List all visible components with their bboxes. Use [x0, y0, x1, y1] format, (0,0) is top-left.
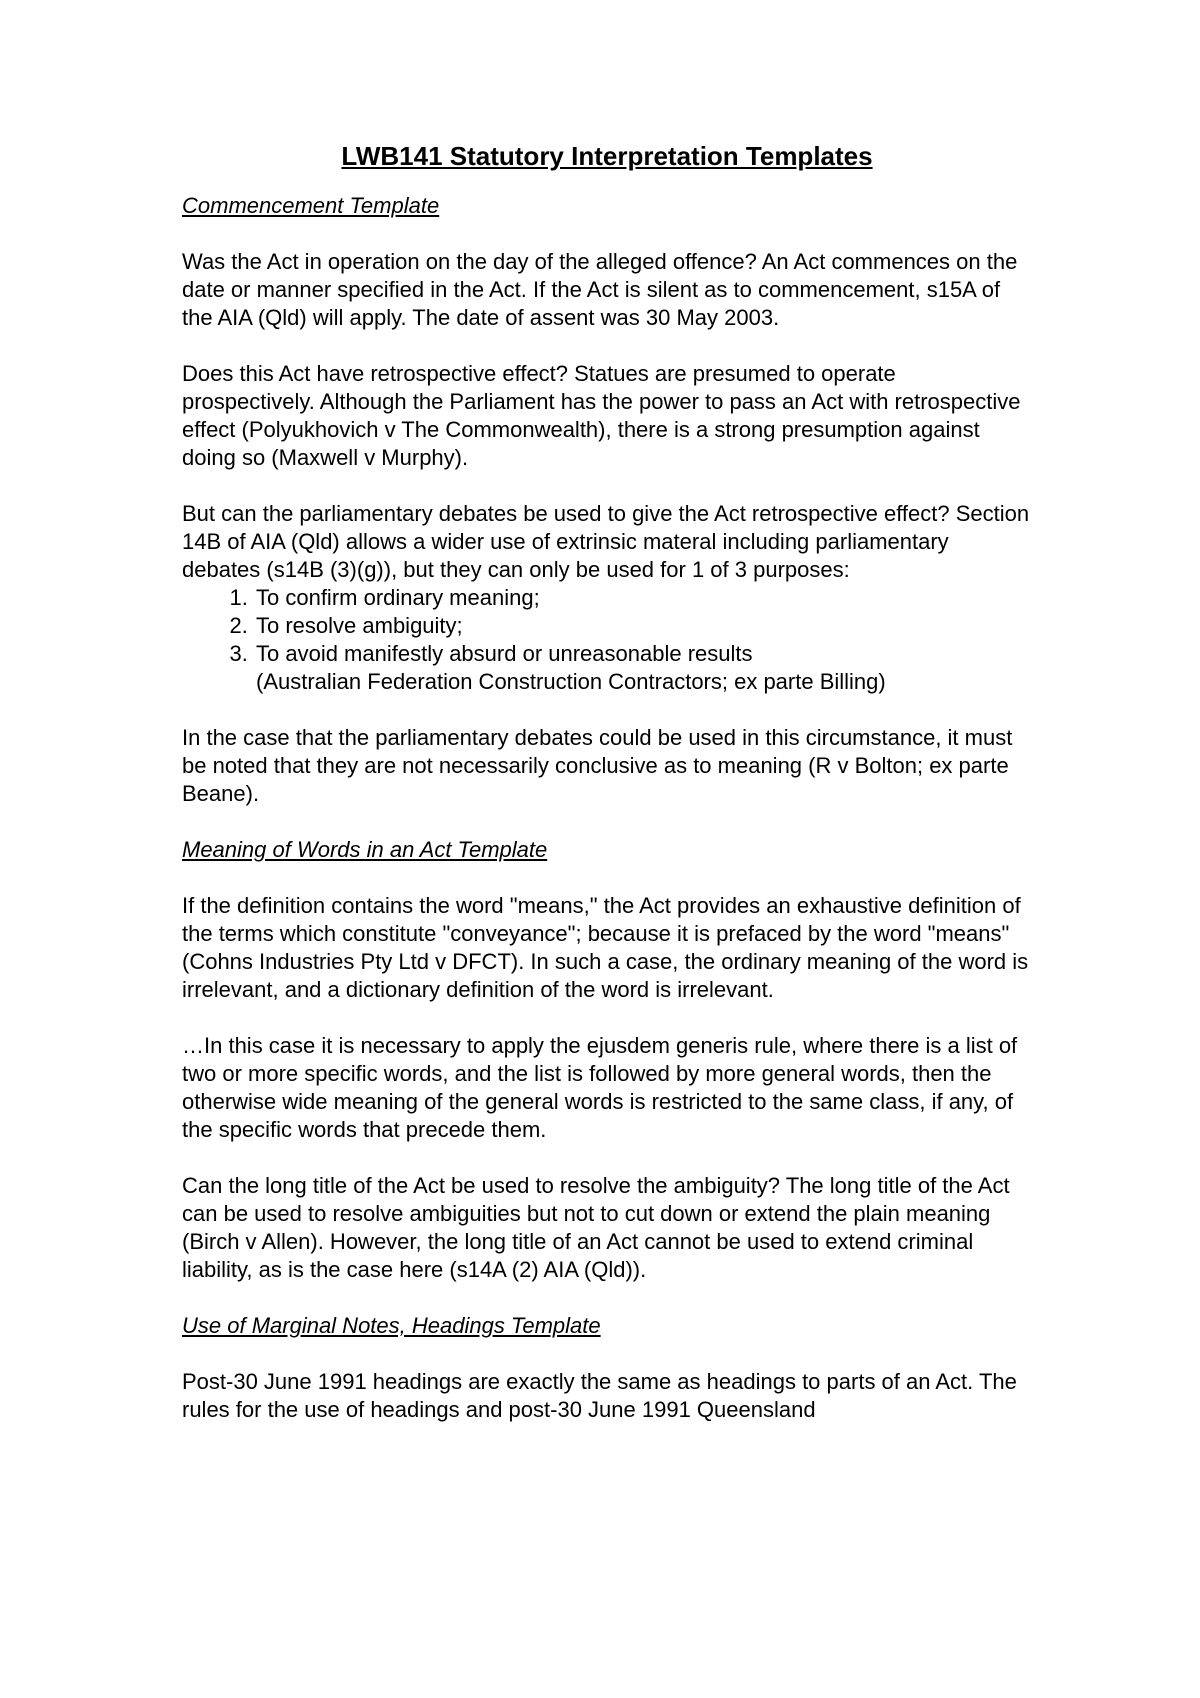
list-item-citation: (Australian Federation Construction Contractors; ex parte Billing)	[256, 669, 886, 694]
purposes-list	[182, 584, 1032, 696]
paragraph: But can the parliamentary debates be used to give the Act retrospective effect? Section 14B of AIA (Qld) allows a wider use of extrinsic materal including parliamentary debates (s14B (3)(g)), but they can only be used for 1 of 3 purposes:	[182, 501, 1030, 582]
list-item	[254, 640, 1032, 696]
paragraph: Was the Act in operation on the day of the alleged offence? An Act commences on the date or manner specified in the Act. If the Act is silent as to commencement, s15A of the AIA (Qld) will apply. The date of assent was 30 May 2003.	[182, 249, 1018, 330]
section-commencement	[182, 192, 1032, 808]
section-meaning-of-words	[182, 836, 1032, 1284]
document-page	[182, 140, 1032, 1452]
list-item-text: To resolve ambiguity;	[256, 613, 463, 638]
list-item-text: To avoid manifestly absurd or unreasonable results	[256, 641, 753, 666]
paragraph: Does this Act have retrospective effect? Statues are presumed to operate prospectively. Although the Parliament has the power to pass an Act with retrospective effect (Polyukhovich v The Commonwealth), there is a strong presumption against doing so (Maxwell v Murphy).	[182, 361, 1021, 470]
section-heading: Use of Marginal Notes, Headings Template	[182, 1313, 601, 1338]
section-heading: Commencement Template	[182, 193, 440, 218]
list-item	[254, 612, 1032, 640]
paragraph: Post-30 June 1991 headings are exactly the same as headings to parts of an Act. The rules for the use of headings and post-30 June 1991 Queensland	[182, 1369, 1017, 1422]
list-item	[254, 584, 1032, 612]
paragraph: Can the long title of the Act be used to resolve the ambiguity? The long title of the Act can be used to resolve ambiguities but not to cut down or extend the plain meaning (Birch v Allen). However, the long title of an Act cannot be used to extend criminal liability, as is the case here (s14A (2) AIA (Qld)).	[182, 1173, 1010, 1282]
section-marginal-notes	[182, 1312, 1032, 1424]
paragraph: In the case that the parliamentary debates could be used in this circumstance, it must be noted that they are not necessarily conclusive as to meaning (R v Bolton; ex parte Beane).	[182, 725, 1013, 806]
list-item-text: To confirm ordinary meaning;	[256, 585, 540, 610]
document-title: LWB141 Statutory Interpretation Templates	[341, 141, 873, 171]
paragraph: …In this case it is necessary to apply the ejusdem generis rule, where there is a list of two or more specific words, and the list is followed by more general words, then the otherwise wide meaning of the general words is restricted to the same class, if any, of the specific words that precede them.	[182, 1033, 1018, 1142]
section-heading: Meaning of Words in an Act Template	[182, 837, 548, 862]
paragraph: If the definition contains the word "means," the Act provides an exhaustive definition of the terms which constitute "conveyance"; because it is prefaced by the word "means" (Cohns Industries Pty Ltd v DFCT). In such a case, the ordinary meaning of the word is irrelevant, and a dictionary definition of the word is irrelevant.	[182, 893, 1029, 1002]
